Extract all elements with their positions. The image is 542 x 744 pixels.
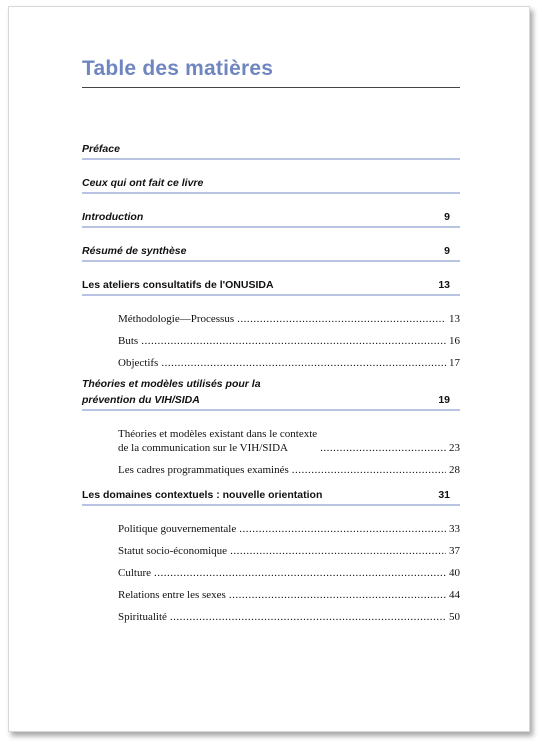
section-page-number: 13 [438,279,450,291]
toc-section [82,209,460,228]
entry-list [82,419,460,477]
section-page-number: 19 [438,394,450,406]
entry-title: Méthodologie—Processus [118,312,235,325]
entry-page-number: 17 [449,356,460,369]
entry-list [82,304,460,370]
section-title: Théories et modèles utilisés pour la prévention du VIH/SIDA [82,378,261,406]
section-heading[interactable] [82,243,460,262]
toc-section [82,277,460,370]
dot-leader [229,589,446,603]
toc-entry[interactable] [118,419,460,455]
dot-leader [230,545,446,559]
section-heading[interactable] [82,376,460,411]
section-title: Préface [82,143,120,155]
toc-section [82,243,460,262]
section-heading[interactable] [82,141,460,160]
entry-title: Culture [118,566,151,579]
title-rule [82,87,460,88]
toc-entry[interactable] [118,455,460,477]
entry-title: Buts [118,334,139,347]
toc-entry[interactable] [118,580,460,602]
toc-entry[interactable] [118,304,460,326]
dot-leader [292,464,446,478]
toc-entry[interactable] [118,602,460,624]
section-title: Ceux qui ont fait ce livre [82,177,204,189]
entry-title: Spiritualité [118,610,167,623]
toc-entry[interactable] [118,558,460,580]
section-page-number: 9 [444,245,450,257]
entry-title: Statut socio-économique [118,544,228,557]
entry-page-number: 50 [449,610,460,623]
section-page-number: 9 [444,211,450,223]
entry-page-number: 13 [449,312,460,325]
document-page [8,6,530,732]
section-heading[interactable] [82,175,460,194]
toc-section [82,487,460,624]
dot-leader [154,567,446,581]
entry-page-number: 16 [449,334,460,347]
section-heading[interactable] [82,277,460,296]
toc-section [82,376,460,477]
section-title: Les domaines contextuels : nouvelle orientation [82,489,323,501]
entry-title: Les cadres programmatiques examinés [118,463,289,476]
entry-title: Politique gouvernementale [118,522,237,535]
entry-page-number: 33 [449,522,460,535]
entry-page-number: 23 [449,441,460,454]
section-page-number: 31 [438,489,450,501]
section-title: Introduction [82,211,144,223]
entry-page-number: 37 [449,544,460,557]
dot-leader [161,357,446,371]
dot-leader [237,313,446,327]
entry-title: Objectifs [118,356,159,369]
entry-page-number: 44 [449,588,460,601]
entry-title: Relations entre les sexes [118,588,226,601]
dot-leader [320,442,446,456]
toc-entry[interactable] [118,514,460,536]
toc-entry[interactable] [118,536,460,558]
section-heading[interactable] [82,209,460,228]
entry-page-number: 28 [449,463,460,476]
toc-entry[interactable] [118,326,460,348]
toc-entry[interactable] [118,348,460,370]
dot-leader [141,335,446,349]
entry-page-number: 40 [449,566,460,579]
section-heading[interactable] [82,487,460,506]
section-title: Résumé de synthèse [82,245,187,257]
entry-title: Théories et modèles existant dans le contexte de la communication sur le VIH/SIDA [118,428,318,454]
toc-section [82,175,460,194]
page-title: Table des matières [82,57,274,80]
dot-leader [170,611,446,625]
section-title: Les ateliers consultatifs de l'ONUSIDA [82,279,274,291]
entry-list [82,514,460,624]
dot-leader [239,523,446,537]
toc-section [82,141,460,160]
